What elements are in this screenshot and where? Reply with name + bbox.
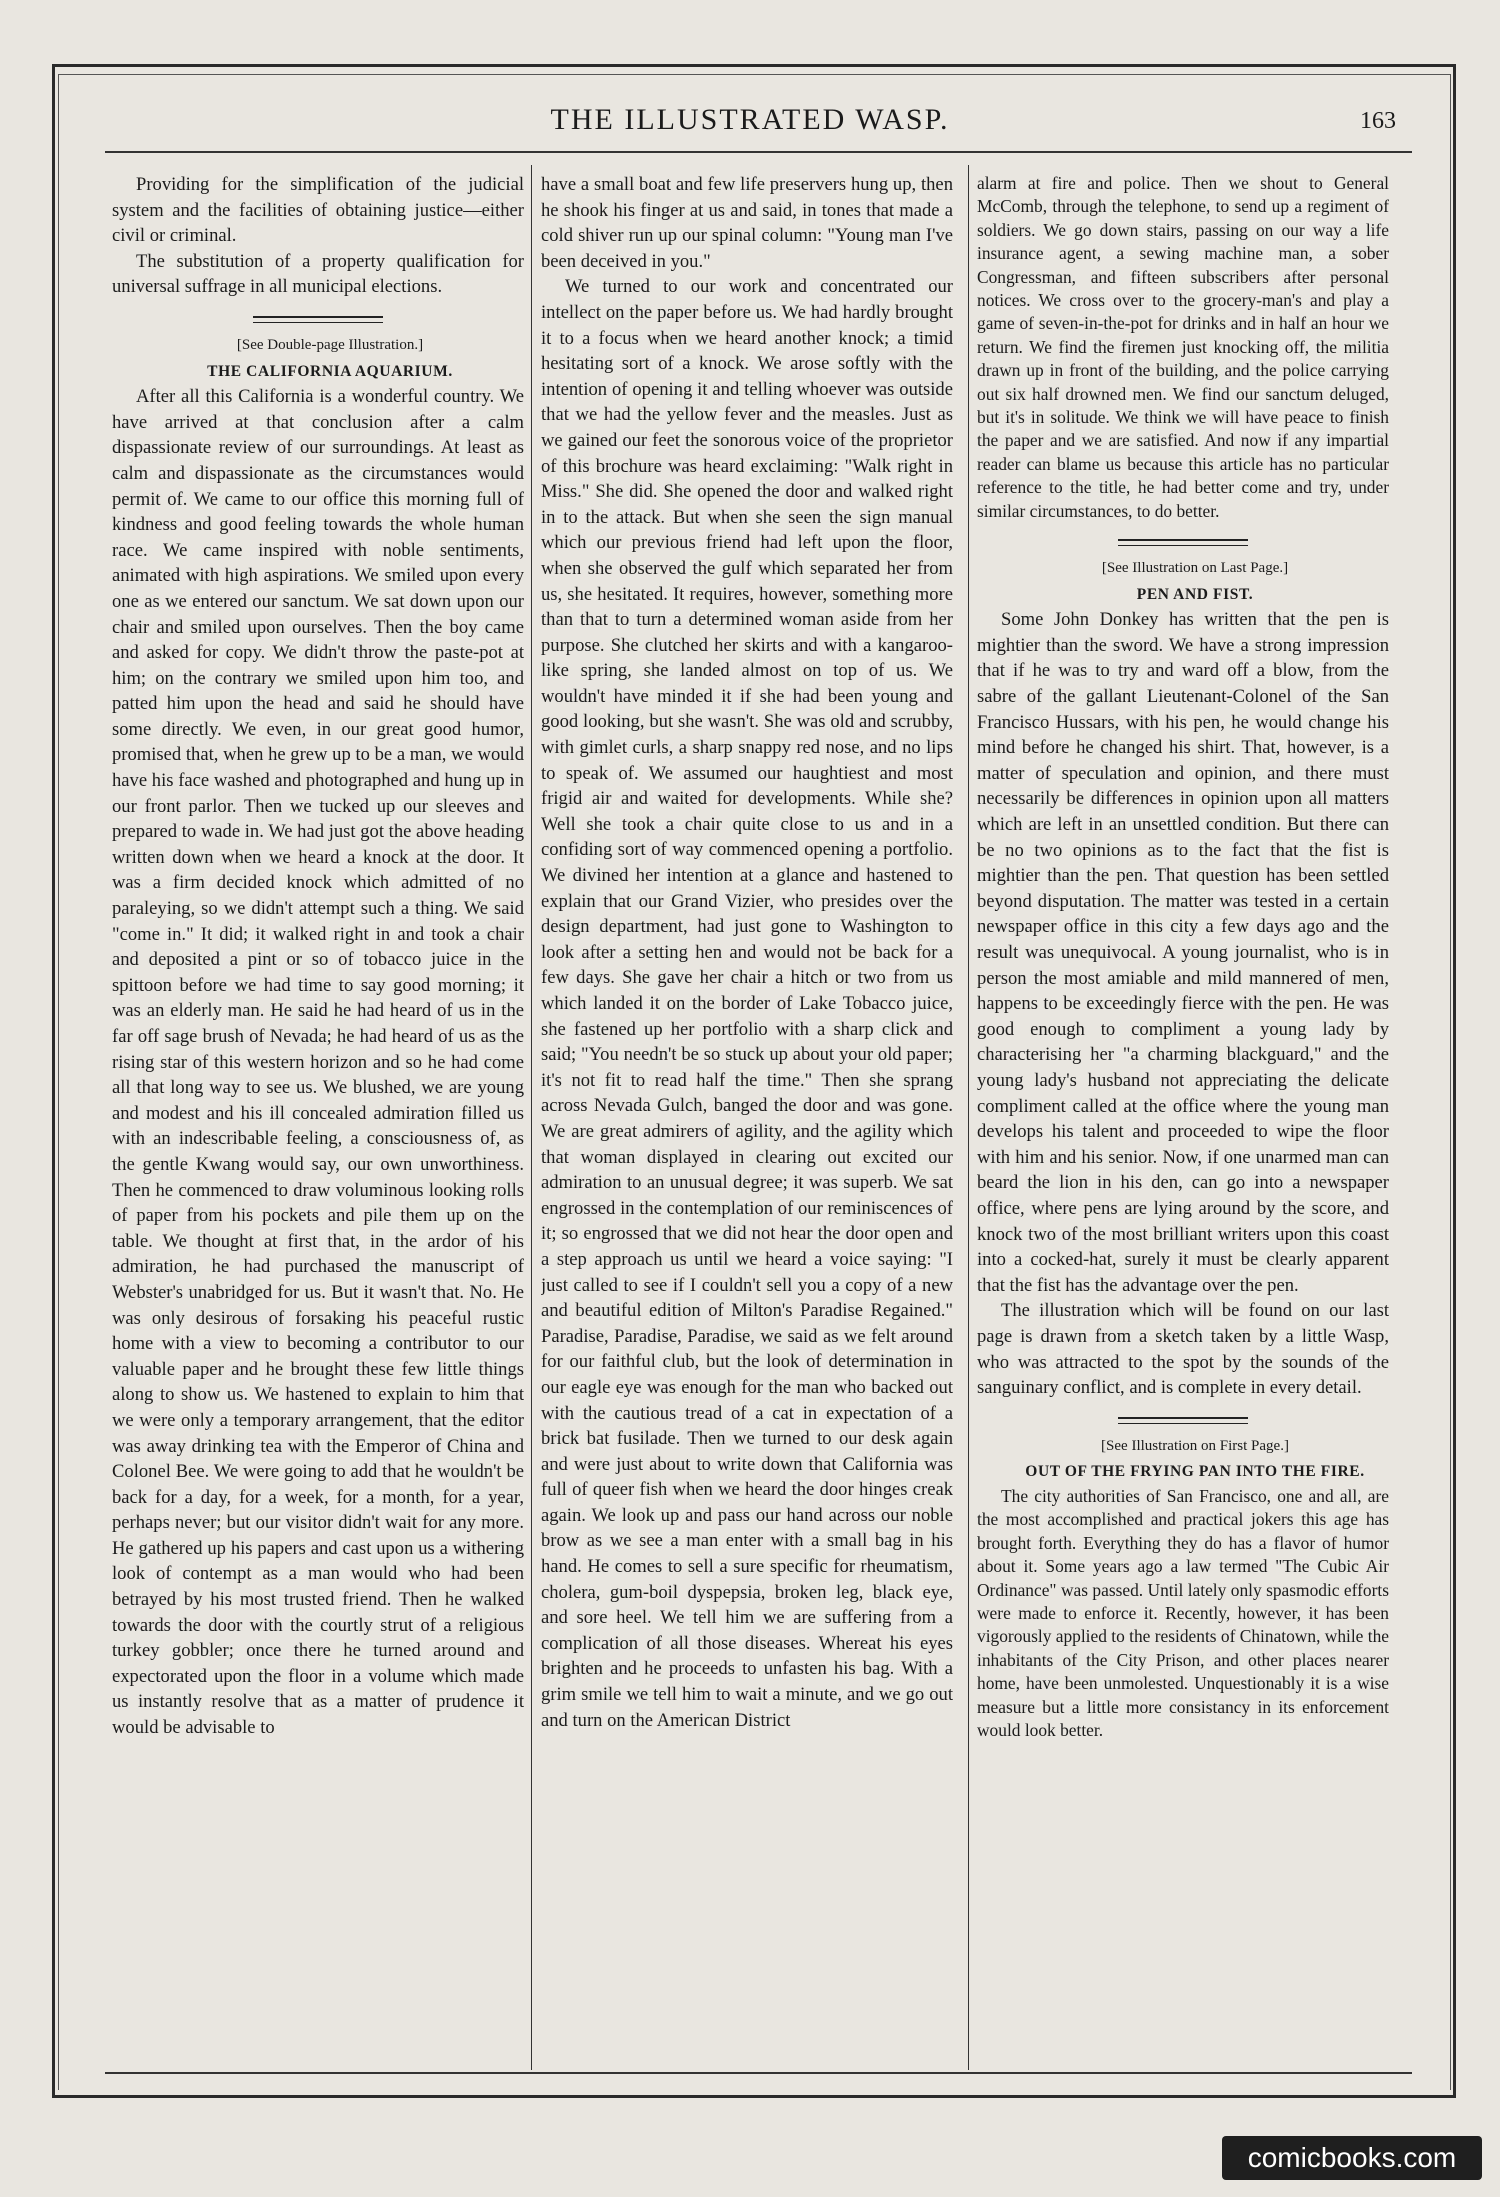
article-paragraph: alarm at fire and police. Then we shout to General McComb, through the telephone, to send up a regiment of soldiers. We go down stairs, passing on our way a life insurance agent, a sewing machine man, a sober Congressman, and fifteen subscribers after personal notices. We cross over to the grocery-man's and play a game of seven-in-the-pot for drinks and in half an hour we return. We find the firemen just knocking off, the militia drawn up in front of the building, and the police carrying out six half drowned men. We find our sanctum deluged, but it's in solitude. We think we will have peace to finish the paper and we are satisfied. And now if any impartial reader can blame us because this article has no particular reference to the title, he had better come and try, under similar circumstances, to do better. (977, 173, 1389, 521)
illustration-note: [See Illustration on Last Page.] (1101, 560, 1289, 577)
section-divider (1118, 539, 1248, 546)
column-2 (541, 172, 953, 2072)
column-3 (977, 172, 1389, 2072)
watermark: comicbooks.com (1222, 2136, 1482, 2180)
article-paragraph: After all this California is a wonderful country. We have arrived at that conclusion after a calm dispassionate review of our surroundings. At least as calm and dispassionate as the circumstances would permit of. We came to our office this morning full of kindness and good feeling towards the whole human race. We came inspired with noble sentiments, animated with high aspirations. We smiled upon every one as we entered our sanctum. We sat down upon our chair and smiled upon ourselves. Then the boy came and asked for copy. We didn't throw the paste-pot at him; on the contrary we smiled upon him too, and patted him upon the head and said he should have some directly. We even, in our great good humor, promised that, when he grew up to be a man, we would have his face washed and photographed and hung up in our front parlor. Then we tucked up our sleeves and prepared to wade in. We had just got the above heading written down when we heard a knock at the door. It was a firm decided knock which admitted of no paraleying, so we didn't attempt such a thing. We said "come in." It did; it walked right in and took a chair and deposited a pint or so of tobacco juice in the spittoon before we had time to say good morning; it was an elderly man. He said he had heard of us in the far off sage brush of Nevada; he had heard of us as the rising star of this western horizon and so he had come all that long way to see us. We blushed, we are young and modest and his ill concealed admiration filled us with an indescribable feeling, a consciousness of, as the gentle Kwang would say, our own unworthiness. Then he commenced to draw voluminous looking rolls of paper from his pockets and pile them up on the table. We thought at first that, in the ardor of his admiration, he had purchased the manuscript of Webster's unabridged for us. But it wasn't that. No. He was only desirous of forsaking his peaceful rustic home with a view to becoming a contributor to our valuable paper and he brought these few little things along to show us. We hastened to explain to him that we were only a temporary arrangement, that the editor was away drinking tea with the Emperor of China and Colonel Bee. We were going to add that he wouldn't be back for a day, for a week, for a month, for a year, perhaps never; but our visitor didn't wait for any more. He gathered up his papers and cast upon us a withering look of contempt as a man would who had been betrayed by his most trusted friend. Then he walked towards the door with the courtly strut of a religious turkey gobbler; once there he turned around and expectorated upon the floor in a volume which made us instantly resolve that as a matter of prudence it would be advisable to (112, 386, 524, 1739)
inner-border-left (58, 74, 59, 2090)
column-divider-1 (531, 165, 532, 2070)
section-divider (253, 316, 383, 323)
article-paragraph: The illustration which will be found on our last page is drawn from a sketch taken by a little Wasp, who was attracted to the spot by the sounds of the sanguinary conflict, and is complete in every detail. (977, 1300, 1389, 1399)
page-title: THE ILLUSTRATED WASP. (550, 103, 950, 136)
section-divider (1118, 1417, 1248, 1424)
footer-rule (105, 2072, 1412, 2074)
article-heading: THE CALIFORNIA AQUARIUM. (207, 362, 453, 380)
article-paragraph: have a small boat and few life preservers hung up, then he shook his finger at us and said, in tones that made a cold shiver run up our spinal column: "Young man I've been deceived in you." (541, 174, 953, 272)
article-paragraph: Providing for the simplification of the judicial system and the facilities of obtaining justice—either civil or criminal. (112, 174, 524, 247)
inner-border-top (58, 74, 1450, 75)
column-1 (112, 172, 524, 2072)
article-paragraph: We turned to our work and concentrated our intellect on the paper before us. We had hardly brought it to a focus when we heard another knock; a timid hesitating sort of a knock. We arose softly with the intention of opening it and telling whoever was outside that we had the yellow fever and the measles. Just as we gained our feet the sonorous voice of the proprietor of this brochure was heard exclaiming: "Walk right in Miss." She did. She opened the door and walked right in to the attack. But when she seen the sign manual which our previous friend had left upon the floor, when she observed the gulf which separated her from us, she hesitated. It requires, however, something more than that to turn a determined woman aside from her purpose. She clutched her skirts and with a kangaroo-like spring, she landed almost on top of us. We wouldn't have minded it if she had been young and good looking, but she wasn't. She was old and scrubby, with gimlet curls, a sharp snappy red nose, and no lips to speak of. We assumed our haughtiest and most frigid air and waited for developments. While she? Well she took a chair quite close to us and in a confiding sort of way commenced opening a portfolio. We divined her intention at a glance and hastened to explain that our Grand Vizier, who presides over the design department, had just gone to Washington to look after a setting hen and would not be back for a few days. She gave her chair a hitch or two from us which landed it on the border of Lake Tobacco juice, she fastened up her portfolio with a sharp click and said; "You needn't be so stuck up about your old paper; it's not fit to read half the time." Then she sprang across Nevada Gulch, banged the door and was gone. We are great admirers of agility, and the agility which that woman displayed in clearing out excited our admiration to an unusual degree; it was superb. We sat engrossed in the contemplation of our reminiscences of it; so engrossed that we did not hear the door open and a step approach us until we heard a voice saying: "I just called to see if I couldn't sell you a copy of a new and beautiful edition of Milton's Paradise Regained." Paradise, Paradise, Paradise, we said as we felt around for our faithful club, but the look of determination in our eagle eye was enough for the man who backed out with the cautious tread of a cat in expectation of a brick bat fusilade. Then we turned to our desk again and were just about to write down that California was full of queer fish when we heard the door hinges creak again. We look up and pass our hand across our noble brow as we see a man enter with a small bag in his hand. He comes to sell a sure specific for rheumatism, cholera, gum-boil dyspepsia, broken leg, black eye, and sore heel. We tell him we are suffering from a complication of all those diseases. Whereat his eyes brighten and he proceeds to unfasten his bag. With a grim smile we tell him to wait a minute, and we go out and turn on the American District (541, 276, 953, 1731)
page-number: 163 (1360, 108, 1396, 134)
illustration-note: [See Illustration on First Page.] (1101, 1437, 1289, 1454)
article-paragraph: The city authorities of San Francisco, one and all, are the most accomplished and practical jokers this age has brought forth. Everything they do has a flavor of humor about it. Some years ago a law termed "The Cubic Air Ordinance" was passed. Until lately only spasmodic efforts were made to enforce it. Recently, however, it has been vigorously applied to the residents of Chinatown, while the inhabitants of the City Prison, and other places nearer home, have been unmolested. Unquestionably it is a wise measure but a little more consistancy in its enforcement would look better. (977, 1485, 1389, 1740)
article-paragraph: The substitution of a property qualification for universal suffrage in all municipal elections. (112, 250, 524, 298)
column-divider-2 (968, 165, 969, 2070)
article-paragraph: Some John Donkey has written that the pen is mightier than the sword. We have a strong impression that if he was to try and ward off a blow, from the sabre of the gallant Lieutenant-Colonel of the San Francisco Hussars, with his pen, he would change his mind before he changed his shirt. That, however, is a matter of speculation and opinion, and there must necessarily be differences in opinion upon all matters which are left in an unsettled condition. But there can be no two opinions as to the fact that the fist is mightier than the pen. That question has been settled beyond disputation. The matter was tested in a certain newspaper office in this city a few days ago and the result was unequivocal. A young journalist, who is in person the most amiable and mild mannered of men, happens to be exceedingly fierce with the pen. He was good enough to compliment a young lady by characterising her "a charming blackguard," and the young lady's husband not appreciating the delicate compliment called at the office where the young man develops his talent and proceeded to wipe the floor with him and his senior. Now, if one unarmed man can beard the lion in his den, can go into a newspaper office, where pens are lying around by the score, and knock two of the most brilliant writers upon this coast into a cocked-hat, surely it must be clearly apparent that the fist has the advantage over the pen. (977, 609, 1389, 1296)
article-heading: OUT OF THE FRYING PAN INTO THE FIRE. (1025, 1463, 1365, 1481)
article-heading: PEN AND FIST. (1136, 585, 1254, 603)
illustration-note: [See Double-page Illustration.] (236, 336, 424, 353)
inner-border-right (1450, 74, 1451, 2090)
header-rule (105, 151, 1412, 153)
